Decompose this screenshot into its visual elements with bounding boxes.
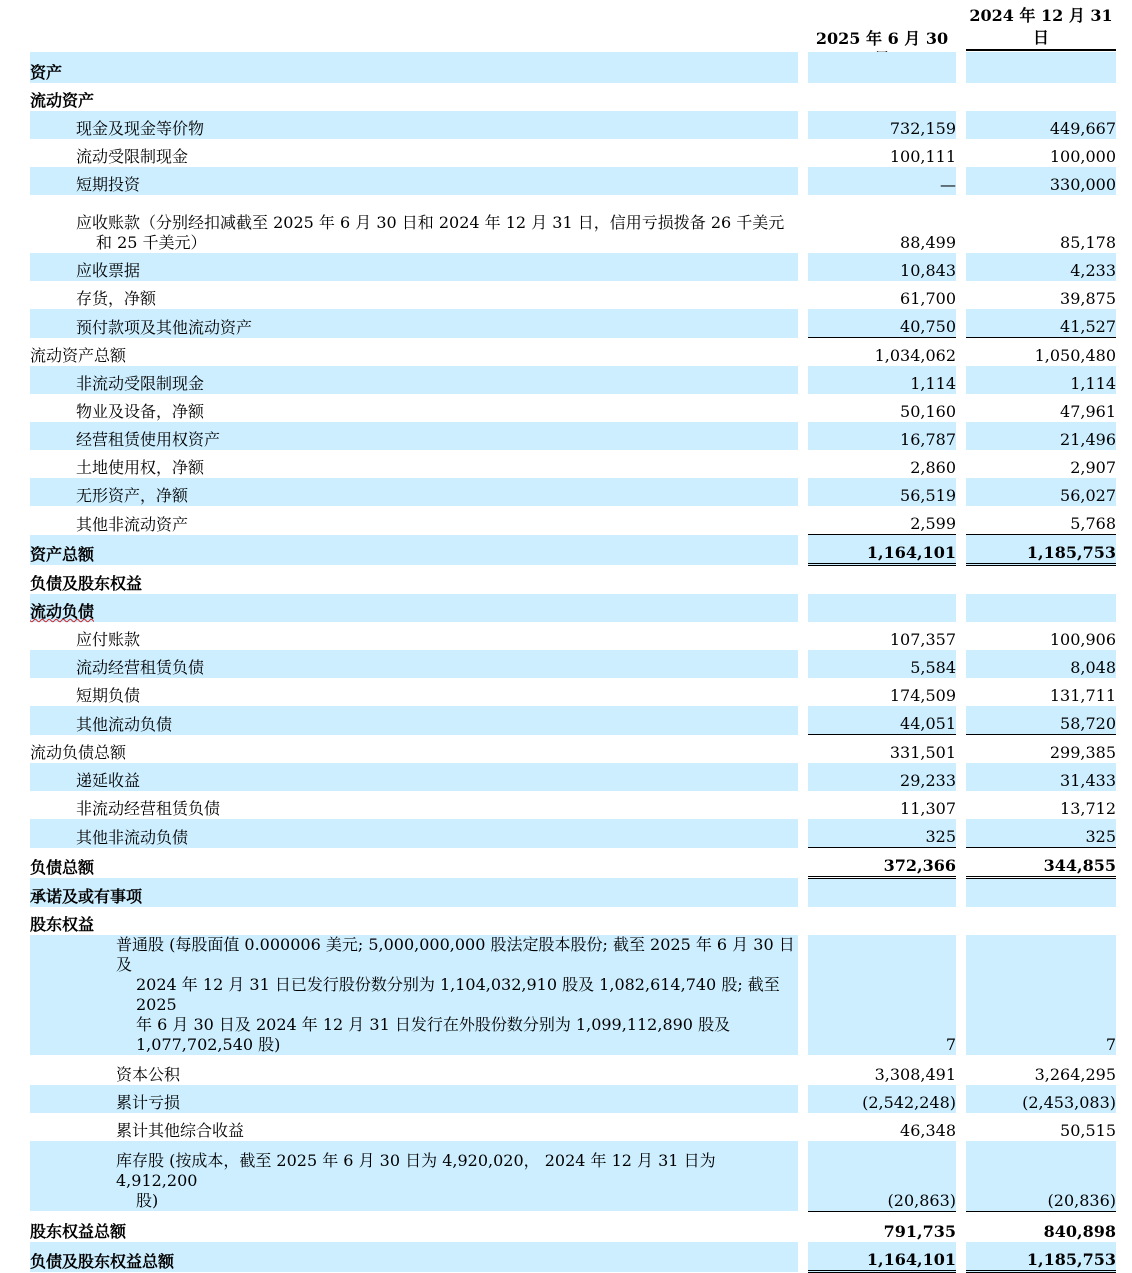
row-label: 资产总额 xyxy=(30,535,798,565)
row-label: 承诺及或有事项 xyxy=(30,878,798,908)
row-label: 负债及股东权益总额 xyxy=(30,1242,798,1272)
value-2025: 50,160 xyxy=(900,402,956,421)
table-row xyxy=(30,1113,1116,1141)
row-label: 无形资产，净额 xyxy=(30,478,798,506)
value-2024: 85,178 xyxy=(1060,233,1116,252)
table-row xyxy=(30,678,1116,706)
value-2025: 1,114 xyxy=(808,366,956,394)
table-row xyxy=(30,706,1116,735)
table-row xyxy=(30,848,1116,878)
value-2025: 174,509 xyxy=(889,686,956,705)
value-2024 xyxy=(966,565,1116,595)
table-row xyxy=(30,450,1116,478)
value-2025: 107,357 xyxy=(889,630,956,649)
table-row xyxy=(30,506,1116,535)
value-2025: 61,700 xyxy=(900,289,956,308)
table-row xyxy=(30,111,1116,139)
value-2024: 3,264,295 xyxy=(1034,1065,1116,1084)
value-2024: 21,496 xyxy=(966,422,1116,450)
value-2024 xyxy=(966,907,1116,935)
row-label: 应付账款 xyxy=(76,630,141,649)
value-2024: 100,000 xyxy=(1049,147,1116,166)
value-2024: 100,906 xyxy=(1049,630,1116,649)
table-row xyxy=(30,139,1116,167)
value-2025 xyxy=(808,907,956,935)
value-2025: 3,308,491 xyxy=(874,1065,956,1084)
value-2024: 325 xyxy=(966,819,1116,848)
row-label-text: 流动负债 xyxy=(30,602,95,621)
table-row xyxy=(30,878,1116,908)
value-2024: 299,385 xyxy=(966,735,1116,764)
table-row xyxy=(30,594,1116,622)
table-row xyxy=(30,535,1116,565)
table-row xyxy=(30,366,1116,394)
row-label: 物业及设备，净额 xyxy=(76,402,205,421)
table-row xyxy=(30,1211,1116,1242)
value-2025: 88,499 xyxy=(900,233,956,252)
row-label: 流动负债总额 xyxy=(30,743,127,762)
value-2025: (2,542,248) xyxy=(808,1085,956,1113)
value-2025: 5,584 xyxy=(808,650,956,678)
column-header-2024-12-31 xyxy=(966,5,1116,51)
value-2024: 5,768 xyxy=(1070,514,1116,533)
value-2024 xyxy=(966,878,1116,908)
table-row xyxy=(30,907,1116,935)
value-2025: — xyxy=(808,167,956,195)
balance-sheet-table xyxy=(30,52,1116,1273)
row-label: 非流动经营租赁负债 xyxy=(76,799,221,818)
value-2025: 56,519 xyxy=(808,478,956,506)
value-2025: 325 xyxy=(808,819,956,848)
row-label: 负债及股东权益 xyxy=(30,574,143,593)
value-2024: 39,875 xyxy=(1060,289,1116,308)
table-row xyxy=(30,309,1116,338)
value-2025: 2,860 xyxy=(910,458,956,477)
table-row xyxy=(30,1055,1116,1085)
row-label: 累计其他综合收益 xyxy=(116,1121,245,1140)
row-label-line: 库存股 (按成本，截至 2025 年 6 月 30 日为 4,920,020， 2024 年 12 月 31 日为 4,912,200 xyxy=(116,1151,716,1190)
value-2025 xyxy=(808,52,956,83)
value-2025 xyxy=(808,594,956,622)
value-2025 xyxy=(808,83,956,111)
row-label: 流动经营租赁负债 xyxy=(30,650,798,678)
row-label: 存货，净额 xyxy=(76,289,157,308)
value-2024: 50,515 xyxy=(1060,1121,1116,1140)
row-label: 短期投资 xyxy=(30,167,798,195)
table-row xyxy=(30,1085,1116,1113)
row-label: 土地使用权，净额 xyxy=(76,458,205,477)
row-label: 流动受限制现金 xyxy=(76,147,189,166)
value-2025: 1,164,101 xyxy=(808,535,956,565)
row-label xyxy=(30,195,798,253)
value-2024: 449,667 xyxy=(966,111,1116,139)
row-label-line: 应收账款（分别经扣减截至 2025 年 6 月 30 日和 2024 年 12 月 31 日，信用亏损拨备 26 千美元 xyxy=(76,213,785,232)
table-row xyxy=(30,1141,1116,1211)
value-2024: 840,898 xyxy=(966,1211,1116,1242)
table-row xyxy=(30,1242,1116,1272)
row-label: 股东权益总额 xyxy=(30,1222,127,1241)
value-2025: 11,307 xyxy=(900,799,956,818)
row-label-line: 和 25 千美元） xyxy=(96,233,207,252)
value-2024: 7 xyxy=(966,935,1116,1055)
row-label: 递延收益 xyxy=(30,763,798,791)
row-label: 股东权益 xyxy=(30,915,95,934)
value-2024: 58,720 xyxy=(966,706,1116,735)
table-row xyxy=(30,52,1116,83)
row-label: 预付款项及其他流动资产 xyxy=(30,309,798,338)
row-label: 其他流动负债 xyxy=(30,706,798,735)
row-label: 资产 xyxy=(30,52,798,83)
table-row xyxy=(30,650,1116,678)
row-label xyxy=(30,594,798,622)
value-2025: 10,843 xyxy=(808,253,956,281)
table-row xyxy=(30,281,1116,309)
value-2025: 44,051 xyxy=(808,706,956,735)
row-label xyxy=(30,1141,798,1211)
table-row xyxy=(30,735,1116,764)
column-header-2024-label-line1: 2024 年 12 月 31 xyxy=(969,6,1113,25)
value-2024 xyxy=(966,594,1116,622)
value-2025: 7 xyxy=(808,935,956,1055)
row-label: 现金及现金等价物 xyxy=(30,111,798,139)
row-label: 应收票据 xyxy=(30,253,798,281)
value-2025 xyxy=(808,565,956,595)
value-2025: (20,863) xyxy=(808,1141,956,1211)
table-row xyxy=(30,253,1116,281)
table-row xyxy=(30,763,1116,791)
row-label-line: 股) xyxy=(136,1191,159,1210)
value-2024: 131,711 xyxy=(1049,686,1116,705)
table-row xyxy=(30,338,1116,367)
value-2024: 344,855 xyxy=(966,848,1116,878)
value-2024: 330,000 xyxy=(966,167,1116,195)
value-2024: 13,712 xyxy=(1060,799,1116,818)
table-row xyxy=(30,819,1116,848)
value-2025: 1,164,101 xyxy=(808,1242,956,1272)
table-row xyxy=(30,478,1116,506)
row-label: 非流动受限制现金 xyxy=(30,366,798,394)
value-2025: 40,750 xyxy=(808,309,956,338)
row-label: 资本公积 xyxy=(116,1065,181,1084)
row-label: 其他非流动资产 xyxy=(76,514,189,534)
table-row xyxy=(30,195,1116,253)
value-2024: 1,185,753 xyxy=(966,535,1116,565)
table-row xyxy=(30,791,1116,819)
column-header-2024-label-line2: 日 xyxy=(1032,28,1049,47)
column-header-2025-label: 2025 年 6 月 30 xyxy=(815,29,949,48)
row-label: 经营租赁使用权资产 xyxy=(30,422,798,450)
value-2024: 1,050,480 xyxy=(966,338,1116,367)
value-2025: 16,787 xyxy=(808,422,956,450)
value-2024: 56,027 xyxy=(966,478,1116,506)
row-label-line: 年 6 月 30 日及 2024 年 12 月 31 日发行在外股份数分别为 1,099,112,890 股及 xyxy=(136,1015,731,1034)
value-2025: 331,501 xyxy=(808,735,956,764)
value-2024: 31,433 xyxy=(966,763,1116,791)
row-label-line: 1,077,702,540 股) xyxy=(136,1035,281,1054)
table-row xyxy=(30,622,1116,650)
value-2024: 41,527 xyxy=(966,309,1116,338)
table-row xyxy=(30,935,1116,1055)
value-2024: 8,048 xyxy=(966,650,1116,678)
value-2024: 1,185,753 xyxy=(966,1242,1116,1272)
column-header-row xyxy=(0,0,1132,52)
value-2024: 1,114 xyxy=(966,366,1116,394)
value-2024 xyxy=(966,52,1116,83)
row-label-line: 普通股 (每股面值 0.000006 美元; 5,000,000,000 股法定股本股份; 截至 2025 年 6 月 30 日及 xyxy=(116,935,795,974)
value-2024 xyxy=(966,83,1116,111)
table-row xyxy=(30,83,1116,111)
table-row xyxy=(30,394,1116,422)
row-label: 流动资产总额 xyxy=(30,346,127,365)
value-2024: 47,961 xyxy=(1060,402,1116,421)
value-2025: 100,111 xyxy=(889,147,956,166)
row-label xyxy=(30,935,798,1055)
value-2025: 2,599 xyxy=(910,514,956,533)
value-2024: (2,453,083) xyxy=(966,1085,1116,1113)
table-row xyxy=(30,565,1116,595)
value-2025: 46,348 xyxy=(900,1121,956,1140)
row-label: 流动资产 xyxy=(30,91,95,110)
row-label: 累计亏损 xyxy=(30,1085,798,1113)
table-row xyxy=(30,422,1116,450)
value-2025: 1,034,062 xyxy=(808,338,956,367)
value-2025 xyxy=(808,878,956,908)
value-2025: 372,366 xyxy=(808,848,956,878)
row-label: 负债总额 xyxy=(30,857,95,877)
row-label: 其他非流动负债 xyxy=(30,819,798,848)
table-row xyxy=(30,167,1116,195)
row-label-line: 2024 年 12 月 31 日已发行股份数分别为 1,104,032,910 股及 1,082,614,740 股; 截至 2025 xyxy=(136,975,780,1014)
value-2024: 4,233 xyxy=(966,253,1116,281)
value-2025: 732,159 xyxy=(808,111,956,139)
value-2024: 2,907 xyxy=(1070,458,1116,477)
value-2025: 29,233 xyxy=(808,763,956,791)
row-label: 短期负债 xyxy=(76,686,141,705)
value-2025: 791,735 xyxy=(808,1211,956,1242)
value-2024: (20,836) xyxy=(966,1141,1116,1211)
